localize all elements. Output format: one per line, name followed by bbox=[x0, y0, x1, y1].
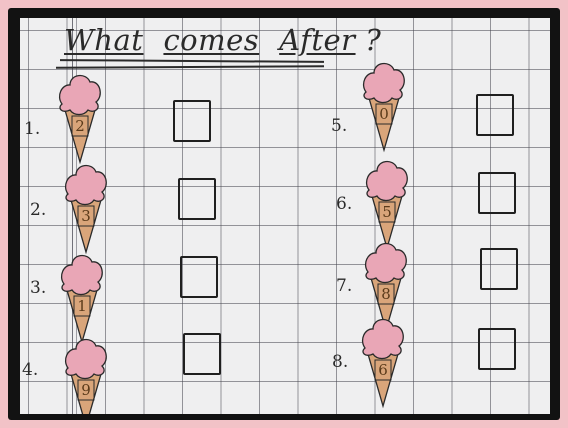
ice-cream-cone-2 bbox=[64, 160, 108, 256]
ice-cream-cone-5 bbox=[362, 58, 406, 154]
ice-cream-cone-3 bbox=[60, 250, 104, 346]
question-label-2: 2. bbox=[30, 200, 47, 220]
cone-number: 2 bbox=[75, 117, 85, 135]
ice-cream-scoop bbox=[62, 256, 103, 295]
cone-number: 6 bbox=[378, 361, 388, 379]
ice-cream-icon bbox=[64, 334, 108, 414]
ice-cream-cone-4 bbox=[64, 334, 108, 414]
answer-box-4[interactable] bbox=[183, 333, 221, 375]
question-label-5: 5. bbox=[331, 116, 348, 136]
question-label-7: 7. bbox=[336, 276, 353, 296]
title-double-underline bbox=[56, 65, 324, 68]
ice-cream-cone-1 bbox=[58, 70, 102, 166]
ice-cream-scoop bbox=[66, 166, 107, 205]
answer-box-5[interactable] bbox=[476, 94, 514, 136]
ice-cream-scoop bbox=[66, 340, 107, 379]
cone-number: 9 bbox=[81, 381, 91, 399]
answer-box-1[interactable] bbox=[173, 100, 211, 142]
title-word-what: What bbox=[64, 23, 144, 57]
question-label-3: 3. bbox=[30, 278, 47, 298]
grid-paper-worksheet bbox=[20, 18, 550, 414]
question-label-4: 4. bbox=[22, 360, 39, 380]
answer-box-7[interactable] bbox=[480, 248, 518, 290]
title-word-after: After bbox=[279, 23, 356, 57]
question-label-6: 6. bbox=[336, 194, 353, 214]
ice-cream-scoop bbox=[60, 76, 101, 115]
ice-cream-scoop bbox=[364, 64, 405, 103]
ice-cream-scoop bbox=[367, 162, 408, 201]
ice-cream-scoop bbox=[366, 244, 407, 283]
answer-box-6[interactable] bbox=[478, 172, 516, 214]
answer-box-8[interactable] bbox=[478, 328, 516, 370]
title-word-comes: comes bbox=[163, 23, 260, 57]
title-question-mark: ? bbox=[365, 23, 382, 57]
ice-cream-cone-8 bbox=[361, 314, 405, 410]
title-underline bbox=[60, 59, 324, 62]
ice-cream-scoop bbox=[363, 320, 404, 359]
question-label-1: 1. bbox=[24, 119, 41, 139]
cone-number: 1 bbox=[77, 297, 87, 315]
answer-box-3[interactable] bbox=[180, 256, 218, 298]
cone-number: 3 bbox=[81, 207, 91, 225]
cone-number: 0 bbox=[379, 105, 389, 123]
cone-number: 8 bbox=[381, 285, 391, 303]
cone-number: 5 bbox=[382, 203, 392, 221]
question-label-8: 8. bbox=[332, 352, 349, 372]
answer-box-2[interactable] bbox=[178, 178, 216, 220]
worksheet-title bbox=[64, 23, 381, 57]
